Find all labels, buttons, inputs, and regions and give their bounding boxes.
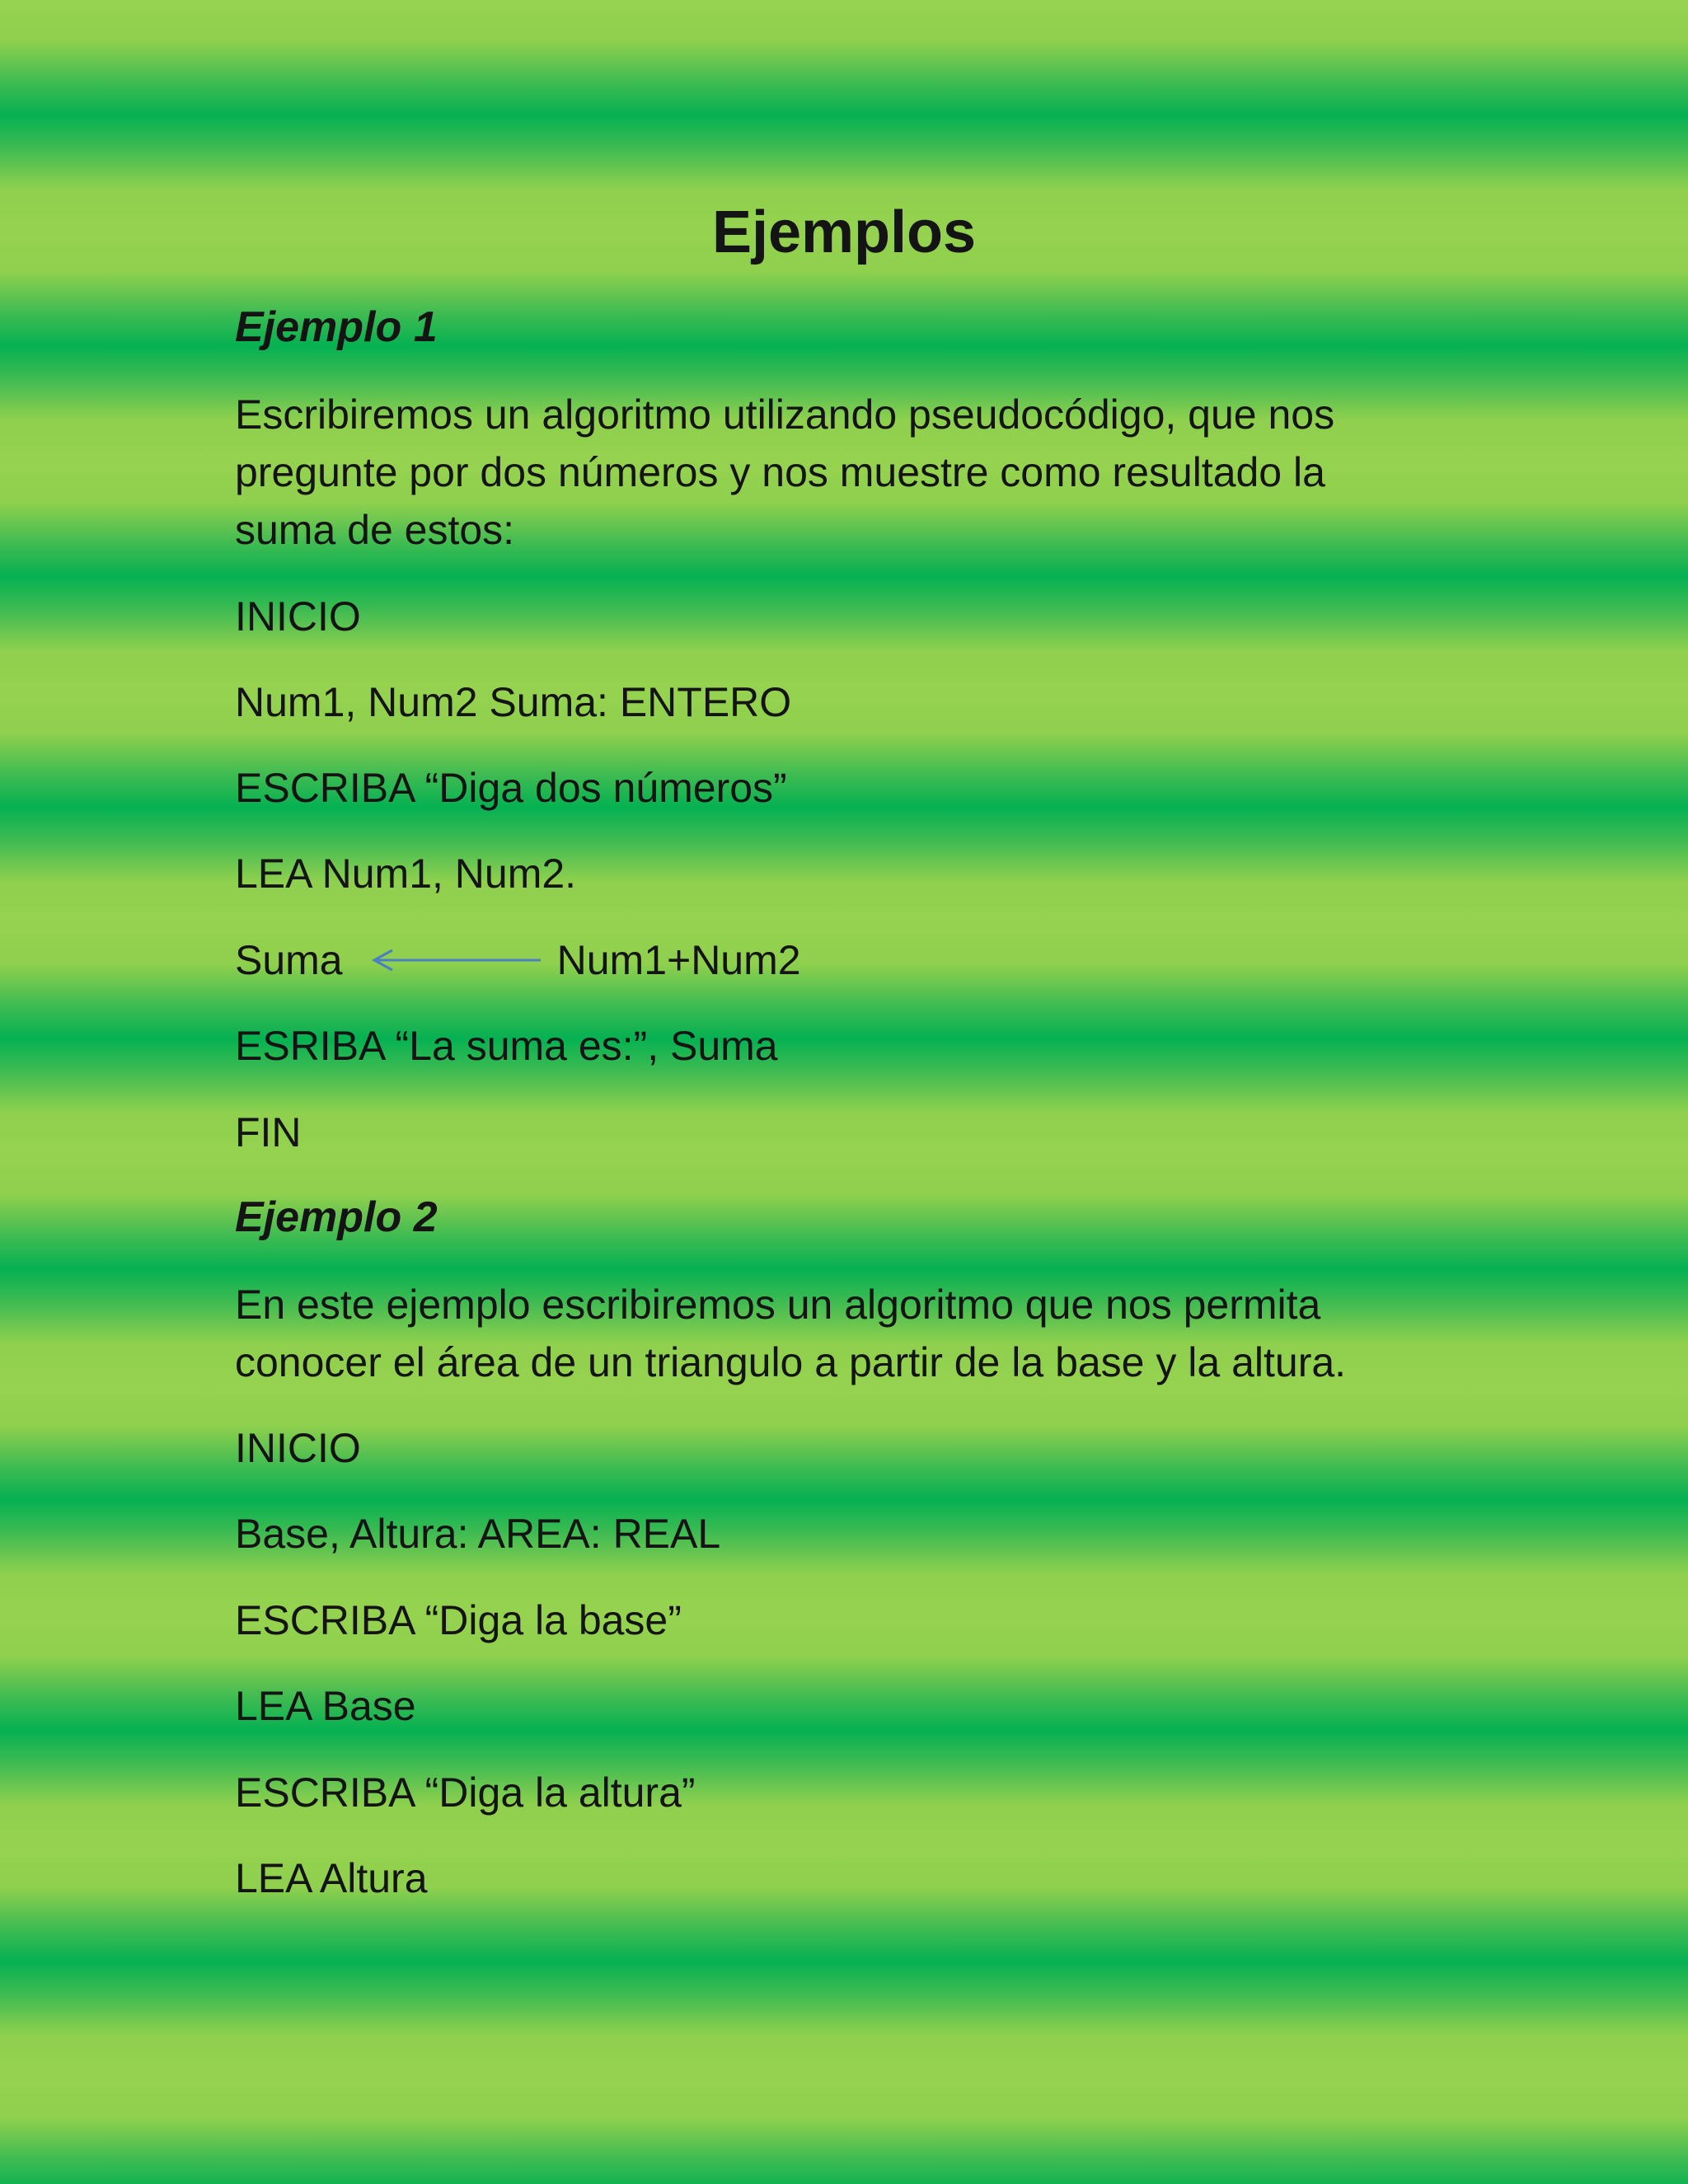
example-1-intro-line-3: suma de estos: xyxy=(235,507,515,553)
example-1-intro-line-2: pregunte por dos números y nos muestre como resultado la xyxy=(235,449,1325,495)
example-2-code-read-base: LEA Base xyxy=(235,1683,416,1729)
example-1-heading: Ejemplo 1 xyxy=(235,303,438,351)
example-2-heading: Ejemplo 2 xyxy=(235,1193,438,1241)
example-2-code-prompt-height: ESCRIBA “Diga la altura” xyxy=(235,1769,696,1816)
assign-target: Suma xyxy=(235,937,343,983)
left-arrow-icon xyxy=(371,948,544,972)
example-1-code-read: LEA Num1, Num2. xyxy=(235,851,577,897)
example-1-code-prompt: ESCRIBA “Diga dos números” xyxy=(235,765,787,811)
example-2-intro-line-2: conocer el área de un triangulo a partir de la base y la altura. xyxy=(235,1339,1347,1385)
example-1-intro-line-1: Escribiremos un algoritmo utilizando pseudocódigo, que nos xyxy=(235,391,1335,438)
example-2-code-read-height: LEA Altura xyxy=(235,1855,428,1901)
example-1-code-start: INICIO xyxy=(235,593,361,640)
example-2-code-declare: Base, Altura: AREA: REAL xyxy=(235,1511,721,1557)
example-1-code-assign xyxy=(235,931,801,989)
example-1-code-end: FIN xyxy=(235,1109,302,1155)
assign-expression: Num1+Num2 xyxy=(556,937,801,983)
example-1-code-output: ESRIBA “La suma es:”, Suma xyxy=(235,1023,778,1069)
page-title: Ejemplos xyxy=(711,199,977,265)
example-1-code-declare: Num1, Num2 Suma: ENTERO xyxy=(235,679,792,725)
example-2-intro-line-1: En este ejemplo escribiremos un algoritmo que nos permita xyxy=(235,1282,1321,1328)
example-2-code-prompt-base: ESCRIBA “Diga la base” xyxy=(235,1597,682,1643)
example-2-code-start: INICIO xyxy=(235,1425,361,1471)
